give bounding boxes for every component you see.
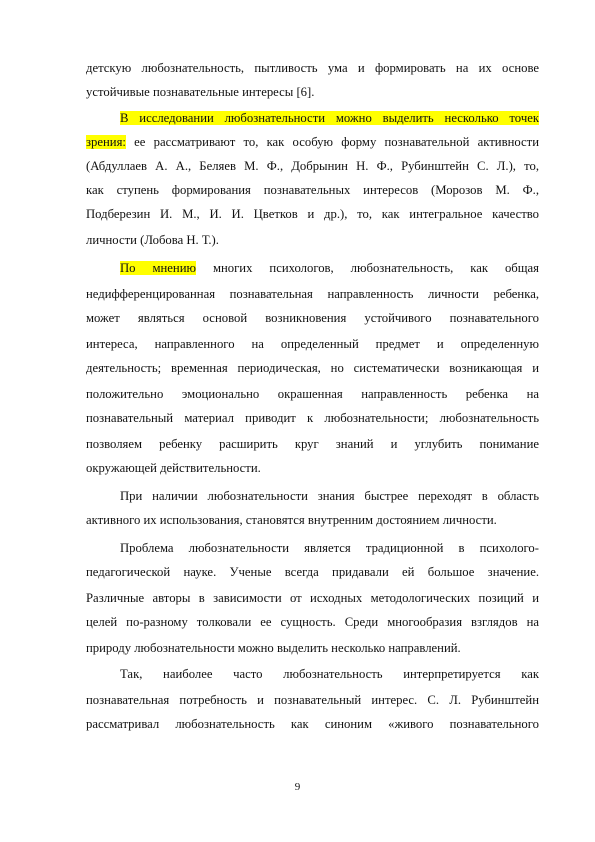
text-line: Различные авторы в зависимости от исходных методологических позиций и	[86, 591, 539, 605]
text-line: детскую любознательность, пытливость ума и формировать на их основе	[86, 61, 539, 75]
text-line: активного их использования, становятся внутренним достоянием личности.	[86, 513, 497, 527]
text-line: природу любознательности можно выделить несколько направлений.	[86, 641, 461, 655]
text-line: познавательный материал приводит к любознательности; любознательность	[86, 411, 539, 425]
highlighted-text: В исследовании любознательности можно выделить несколько точек	[120, 111, 539, 125]
text-line: деятельность; временная периодическая, но систематически возникающая и	[86, 361, 539, 375]
text-line: личности (Лобова Н. Т.).	[86, 233, 219, 247]
text-line: педагогической науке. Ученые всегда придавали ей большое значение.	[86, 565, 539, 579]
text-line: зрения: ее рассматривают то, как особую форму познавательной активности	[86, 135, 539, 149]
text-line	[120, 106, 539, 130]
text-line: Подберезин И. М., И. И. Цветков и др.), то, как интегральное качество	[86, 207, 539, 221]
text-line: рассматривал любознательность как синоним «живого познавательного	[86, 717, 539, 731]
text-line: познавательная потребность и познавательный интерес. С. Л. Рубинштейн	[86, 693, 539, 707]
text-line: Проблема любознательности является традиционной в психолого-	[120, 541, 539, 555]
text-line: устойчивые познавательные интересы [6].	[86, 85, 315, 99]
text-line: недифференцированная познавательная направленность личности ребенка,	[86, 287, 539, 301]
text-line: При наличии любознательности знания быстрее переходят в область	[120, 489, 539, 503]
text-line: (Абдуллаев А. А., Беляев М. Ф., Добрынин Н. Ф., Рубинштейн С. Л.), то,	[86, 159, 539, 173]
text-line: Так, наиболее часто любознательность интерпретируется как	[120, 667, 539, 681]
text-line: положительно эмоционально окрашенная направленность ребенка на	[86, 387, 539, 401]
text-line: как ступень формирования познавательных интересов (Морозов М. Ф.,	[86, 183, 539, 197]
text-line: может являться основой возникновения устойчивого познавательного	[86, 311, 539, 325]
text-line: окружающей действительности.	[86, 461, 261, 475]
page-number: 9	[294, 781, 301, 793]
highlighted-text: По мнению	[120, 261, 196, 275]
highlighted-text: зрения:	[86, 135, 126, 149]
text-line: позволяем ребенку расширить круг знаний и углубить понимание	[86, 437, 539, 451]
text-line: интереса, направленного на определенный предмет и определенную	[86, 337, 539, 351]
text-line: По мнению многих психологов, любознательность, как общая	[120, 261, 539, 275]
text-line: целей по-разному толковали ее сущность. Среди многообразия взглядов на	[86, 615, 539, 629]
